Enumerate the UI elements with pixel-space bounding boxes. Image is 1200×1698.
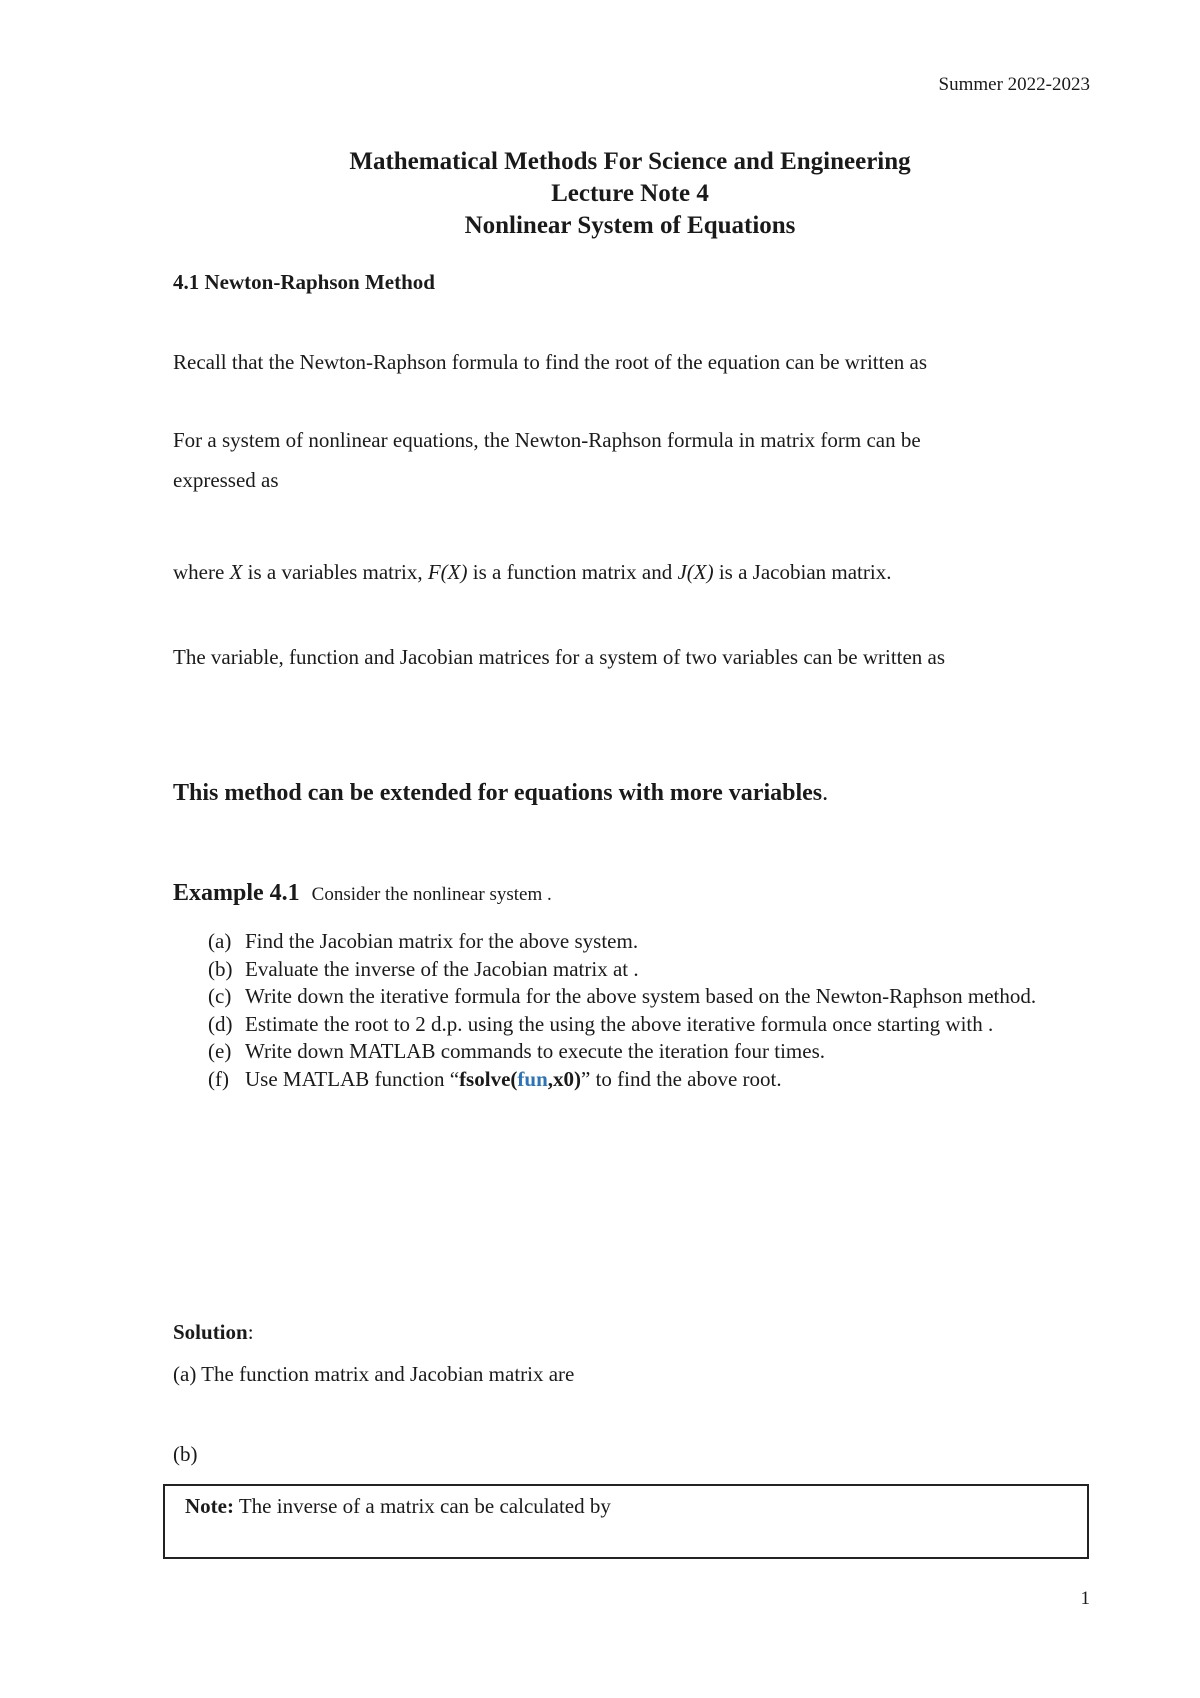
list-text: Estimate the root to 2 d.p. using the using the above iterative formula once starting with . [245, 1011, 994, 1036]
list-text [245, 1066, 1088, 1094]
course-title: Mathematical Methods For Science and Engineering [349, 148, 911, 175]
where-suffix: is a Jacobian matrix. [713, 560, 892, 584]
list-text: Write down MATLAB commands to execute the iteration four times. [245, 1039, 826, 1063]
list-marker: (b) [208, 956, 233, 981]
list-marker: (c) [208, 984, 232, 1008]
recall-paragraph: Recall that the Newton-Raphson formula to find the root of the equation can be written as [173, 350, 928, 374]
where-mid2: is a function matrix and [467, 560, 678, 584]
term-header: Summer 2022-2023 [938, 74, 1090, 95]
function-fx: F(X) [427, 560, 468, 584]
extension-period: . [822, 780, 829, 806]
where-paragraph [173, 560, 891, 585]
list-item [208, 983, 1088, 1011]
solution-colon: : [247, 1320, 254, 1344]
example-intro: Consider the nonlinear system . [311, 884, 552, 905]
where-prefix: where [173, 560, 230, 584]
jacobian-jx: J(X) [677, 560, 714, 584]
note-content [185, 1494, 611, 1519]
list-item [208, 1066, 1088, 1094]
list-item [208, 1011, 1088, 1039]
list-marker: (e) [208, 1039, 232, 1063]
document-title [0, 146, 1200, 242]
fun-argument: fun [517, 1066, 548, 1091]
section-heading: 4.1 Newton-Raphson Method [173, 270, 435, 294]
lecture-number: Lecture Note 4 [551, 180, 709, 207]
fsolve-code-start: fsolve( [459, 1066, 518, 1091]
matlab-suffix: ” to find the above root. [581, 1066, 782, 1091]
system-paragraph-line1: For a system of nonlinear equations, the Newton-Raphson formula in matrix form can be [173, 428, 921, 452]
where-mid1: is a variables matrix, [242, 560, 428, 584]
solution-label: Solution [173, 1320, 248, 1344]
list-text: Write down the iterative formula for the above system based on the Newton-Raphson method. [245, 984, 1037, 1008]
variables-paragraph: The variable, function and Jacobian matrices for a system of two variables can be written as [173, 645, 946, 669]
note-box [163, 1484, 1089, 1559]
list-item [208, 928, 1088, 956]
list-text: Evaluate the inverse of the Jacobian matrix at . [245, 956, 639, 981]
list-marker: (a) [208, 929, 232, 953]
lecture-topic: Nonlinear System of Equations [464, 212, 796, 239]
page-number: 1 [1080, 1588, 1090, 1609]
list-item [208, 956, 1088, 984]
variable-x: X [229, 560, 243, 584]
solution-heading [173, 1320, 254, 1345]
extension-statement [173, 780, 828, 807]
list-text: Find the Jacobian matrix for the above system. [245, 929, 639, 953]
extension-text: This method can be extended for equations with more variables [173, 780, 823, 806]
fsolve-code-end: ,x0) [547, 1066, 581, 1091]
list-marker: (f) [208, 1066, 229, 1091]
note-text: The inverse of a matrix can be calculated by [233, 1494, 611, 1518]
solution-part-b: (b) [173, 1442, 198, 1466]
list-marker: (d) [208, 1011, 233, 1036]
matlab-prefix: Use MATLAB function “ [245, 1066, 460, 1091]
example-question-list [208, 928, 1088, 1093]
example-heading [173, 880, 552, 907]
list-item [208, 1038, 1088, 1066]
solution-part-a: (a) The function matrix and Jacobian matrix are [173, 1362, 575, 1386]
system-paragraph-line2: expressed as [173, 468, 279, 492]
example-label: Example 4.1 [173, 880, 300, 906]
note-label: Note: [185, 1494, 234, 1518]
